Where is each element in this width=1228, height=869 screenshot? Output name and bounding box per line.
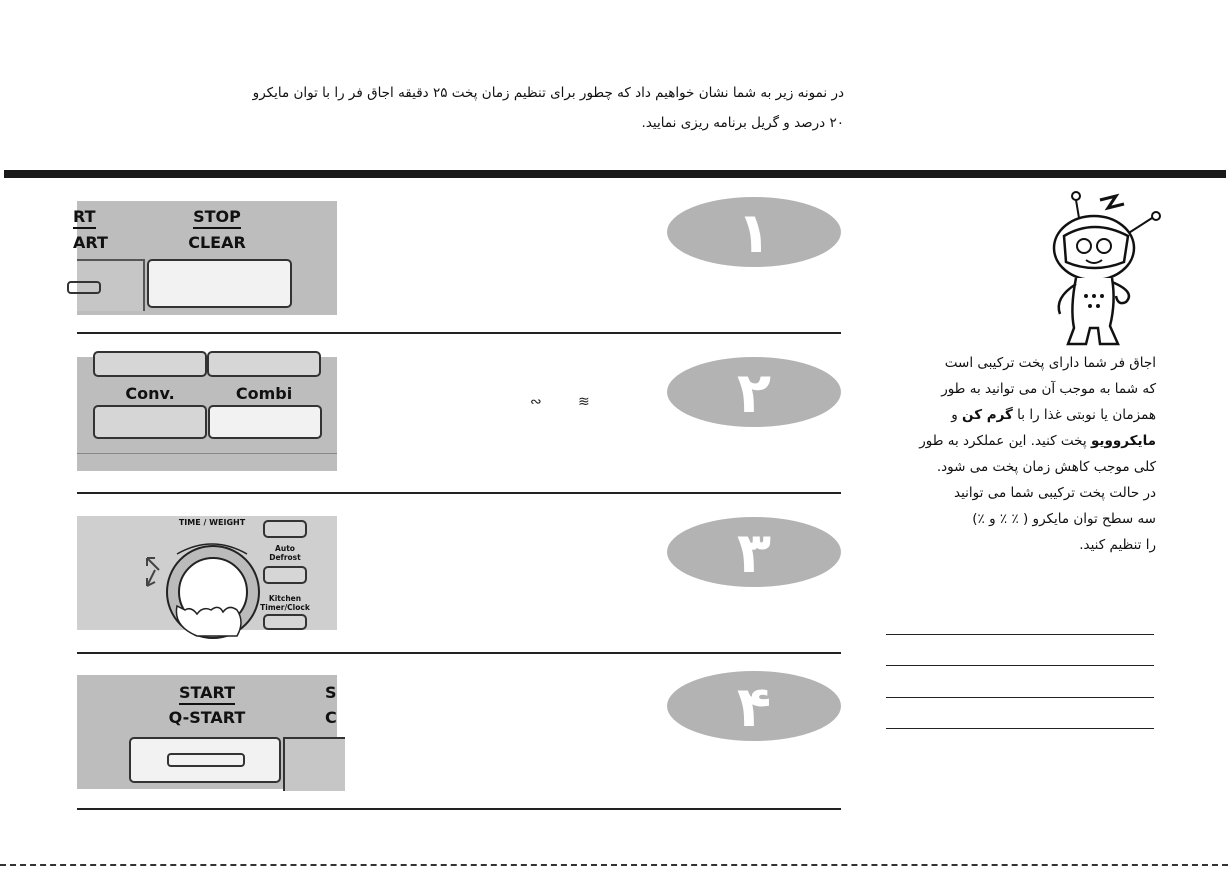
info-line-2: که شما به موجب آن می توانید به طور <box>941 381 1156 397</box>
start-label-top: RT <box>73 207 96 229</box>
upper-right-key[interactable] <box>207 351 321 377</box>
info-line-1: اجاق فر شما دارای پخت ترکیبی است <box>944 355 1156 371</box>
panel-edge <box>77 453 337 454</box>
start-button-partial[interactable] <box>77 259 145 311</box>
stop-button-partial[interactable] <box>283 737 345 791</box>
step-2-numeral: ۲ <box>736 361 772 426</box>
info-line-8: را تنظیم کنید. <box>1079 537 1156 553</box>
stop-label-partial: S <box>325 683 337 702</box>
clear-label-partial: C <box>325 708 337 727</box>
step-divider-1 <box>77 332 841 334</box>
combi-info-text <box>880 350 1156 558</box>
convection-wave-icon: ∾ <box>530 394 542 410</box>
step-1-numeral: ۱ <box>736 201 772 266</box>
step-4-panel <box>77 675 337 789</box>
table-rule-4 <box>886 728 1154 729</box>
stop-label: STOP <box>193 207 241 229</box>
time-weight-label: TIME / WEIGHT <box>178 518 246 527</box>
combi-label: Combi <box>235 384 293 403</box>
step-4-badge <box>666 670 842 742</box>
step-3-panel <box>77 516 337 630</box>
header-rule <box>4 170 1226 178</box>
clear-label: CLEAR <box>188 233 246 252</box>
intro-line-2: ۲۰ درصد و گریل برنامه ریزی نمایید. <box>641 115 844 131</box>
start-label-bottom: ART <box>73 233 108 252</box>
step-2-badge <box>666 356 842 428</box>
step-1-panel <box>73 201 337 315</box>
top-small-key[interactable] <box>263 520 307 538</box>
step-3-numeral: ۳ <box>736 521 772 586</box>
combi-button[interactable] <box>208 405 322 439</box>
step-4-numeral: ۴ <box>736 675 772 740</box>
auto-defrost-label: Auto Defrost <box>269 544 301 562</box>
info-line-5: کلی موجب کاهش زمان پخت می شود. <box>936 459 1156 475</box>
stop-clear-button[interactable] <box>147 259 292 308</box>
page-bottom-rule <box>0 864 1228 866</box>
step-1-badge <box>666 196 842 268</box>
step-divider-2 <box>77 492 841 494</box>
table-rule-2 <box>886 665 1154 666</box>
step-divider-3 <box>77 652 841 654</box>
step-2-panel <box>77 357 337 471</box>
conv-label: Conv. <box>125 384 175 403</box>
intro-text <box>144 78 844 138</box>
info-line-7: سه سطح توان مایکرو ( ٪ ٪ و ٪) <box>972 511 1156 527</box>
conv-button[interactable] <box>93 405 207 439</box>
step-divider-4 <box>77 808 841 810</box>
step-3-badge <box>666 516 842 588</box>
grill-wave-icon: ≋ <box>578 394 590 410</box>
info-line-4: مایکروویو پخت کنید. این عملکرد به طور <box>919 433 1156 449</box>
info-line-3: همزمان یا نوبتی غذا را با گرم کن و <box>951 407 1156 423</box>
kitchen-timer-label: Kitchen Timer/Clock <box>260 594 310 612</box>
start-slot-icon <box>167 753 245 767</box>
intro-line-1: در نمونه زیر به شما نشان خواهیم داد که چطور برای تنظیم زمان پخت ۲۵ دقیقه اجاق فر را با توان مایکرو <box>252 85 844 101</box>
mascot-illustration <box>1020 178 1165 350</box>
info-line-6: در حالت پخت ترکیبی شما می توانید <box>954 485 1156 501</box>
start-q-start-button[interactable] <box>129 737 281 783</box>
q-start-label: Q-START <box>168 708 246 727</box>
upper-left-key[interactable] <box>93 351 207 377</box>
auto-defrost-button[interactable] <box>263 566 307 584</box>
start-label: START <box>179 683 235 705</box>
kitchen-timer-button[interactable] <box>263 614 307 630</box>
table-rule-1 <box>886 634 1154 635</box>
table-rule-3 <box>886 697 1154 698</box>
start-slot-icon <box>67 281 101 294</box>
